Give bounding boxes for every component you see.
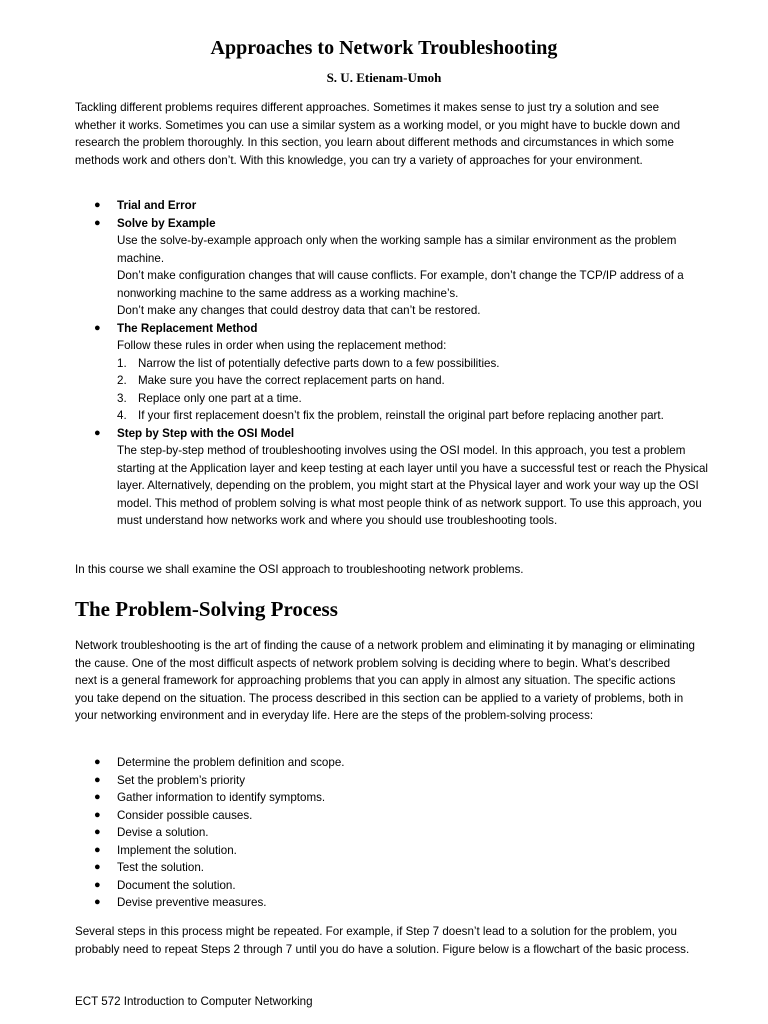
bullet-icon: ● <box>94 896 101 908</box>
approach-line: Don’t make any changes that could destroy data that can’t be restored. <box>117 304 481 317</box>
step-number: 1. <box>117 356 127 370</box>
process-step <box>75 789 715 807</box>
approach-body: The step-by-step method of troubleshooting involves using the OSI model. In this approach, you test a problem starting at the Application layer and keep testing at each layer until you have a successful test or reach the Physical layer. Alternatively, depending on the problem, you might start at the Physical layer and work your way up the OSI model. This method of problem solving is what most people think of as network support. To use this approach, you must understand how networks work and where you should use troubleshooting tools. <box>117 444 708 527</box>
bullet-icon: ● <box>94 426 101 439</box>
bullet-icon: ● <box>94 216 101 229</box>
process-step <box>75 807 715 825</box>
step-number: 3. <box>117 391 127 405</box>
approach-osi-model <box>75 425 715 530</box>
approach-intro: Follow these rules in order when using the replacement method: <box>117 339 447 352</box>
approach-heading: Trial and Error <box>117 199 197 212</box>
process-step-text: Document the solution. <box>117 878 236 892</box>
process-step-text: Devise a solution. <box>117 826 209 839</box>
osi-note: In this course we shall examine the OSI approach to troubleshooting network problems. <box>75 563 524 576</box>
step-number: 4. <box>117 409 127 422</box>
bullet-icon: ● <box>94 199 101 211</box>
step-text: Make sure you have the correct replacement parts on hand. <box>138 374 445 387</box>
step-number: 2. <box>117 374 127 387</box>
process-step-text: Devise preventive measures. <box>117 896 267 909</box>
section-heading: The Problem-Solving Process <box>75 597 338 621</box>
process-step-text: Test the solution. <box>117 861 205 874</box>
step-text: Replace only one part at a time. <box>138 391 302 405</box>
process-step <box>75 859 715 877</box>
bullet-icon: ● <box>94 321 101 334</box>
document-title: Approaches to Network Troubleshooting <box>210 37 558 59</box>
replacement-step <box>117 372 715 390</box>
bullet-icon: ● <box>94 808 101 821</box>
approach-heading: Solve by Example <box>117 216 216 230</box>
bullet-icon: ● <box>94 773 101 786</box>
bullet-icon: ● <box>94 878 101 891</box>
bullet-icon: ● <box>94 861 101 873</box>
step-text: If your first replacement doesn’t fix the problem, reinstall the original part before replacing another part. <box>138 409 664 422</box>
approach-trial-and-error <box>75 197 715 215</box>
process-step-text: Determine the problem definition and scope. <box>117 756 345 769</box>
approach-solve-by-example <box>75 215 715 320</box>
replacement-step <box>117 355 715 373</box>
process-step-text: Set the problem’s priority <box>117 773 246 787</box>
process-steps-list <box>75 754 715 912</box>
step-text: Narrow the list of potentially defective parts down to a few possibilities. <box>138 356 500 370</box>
process-step <box>75 842 715 860</box>
document-author: S. U. Etienam-Umoh <box>326 70 442 85</box>
process-step <box>75 877 715 895</box>
process-step <box>75 824 715 842</box>
process-step-text: Gather information to identify symptoms. <box>117 791 326 804</box>
bullet-icon: ● <box>94 826 101 838</box>
approach-line: Use the solve-by-example approach only when the working sample has a similar environment as the problem machine. <box>117 234 677 265</box>
replacement-step <box>117 390 715 408</box>
replacement-steps <box>117 355 715 425</box>
process-step-text: Consider possible causes. <box>117 808 253 822</box>
bullet-icon: ● <box>94 843 101 856</box>
replacement-step <box>117 407 715 425</box>
process-step <box>75 894 715 912</box>
process-step-text: Implement the solution. <box>117 843 237 857</box>
approach-replacement-method <box>75 320 715 425</box>
bullet-icon: ● <box>94 791 101 803</box>
intro-paragraph: Tackling different problems requires different approaches. Sometimes it makes sense to just try a solution and see whether it works. Sometimes you can use a similar system as a working model, or you might have to buckle down and research the problem thoroughly. In this section, you learn about different methods and circumstances in which some methods work and others don’t. With this knowledge, you can try a variety of approaches for your environment. <box>75 101 681 167</box>
closing-paragraph: Several steps in this process might be repeated. For example, if Step 7 doesn’t lead to a solution for the problem, you probably need to repeat Steps 2 through 7 until you do have a solution. Figure below is a flowchart of the basic process. <box>75 925 690 956</box>
process-step <box>75 754 715 772</box>
approach-line: Don’t make configuration changes that will cause conflicts. For example, don’t change the TCP/IP address of a nonworking machine to the same address as a working machine’s. <box>117 269 684 300</box>
approach-heading: The Replacement Method <box>117 321 258 335</box>
process-step <box>75 772 715 790</box>
approaches-list <box>75 197 715 530</box>
bullet-icon: ● <box>94 756 101 768</box>
page-footer: ECT 572 Introduction to Computer Networking <box>75 995 313 1008</box>
approach-heading: Step by Step with the OSI Model <box>117 426 295 440</box>
section-intro: Network troubleshooting is the art of finding the cause of a network problem and eliminating it by managing or eliminating the cause. One of the most difficult aspects of network problem solving is deciding where to begin. What’s described next is a general framework for approaching problems that you can apply in almost any situation. The specific actions you take depend on the situation. The process described in this section can be applied to a variety of problems, both in your networking environment and in everyday life. Here are the steps of the problem-solving process: <box>75 639 695 722</box>
